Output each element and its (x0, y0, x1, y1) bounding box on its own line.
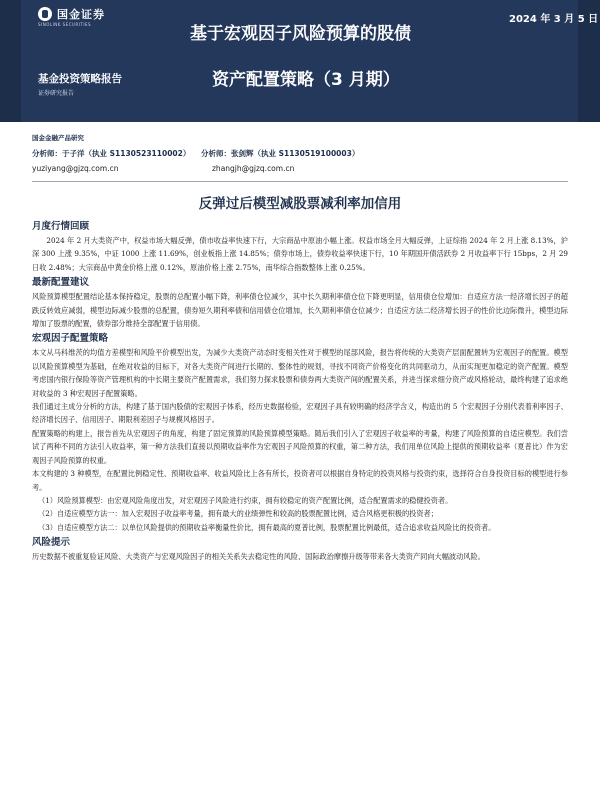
analyst-2: 分析师：张剑辉（执业 S1130519100003） (200, 149, 360, 158)
analyst-line (32, 148, 359, 159)
macro-strategy-paragraph: 本文从马科维茨的均值方差模型和风险平价模型出发，为减少大类资产动态时变相关性对于模型的尾部风险，报告将传统的大类资产层面配置转为宏观因子的配置。模型以风险预算模型为基础，在绝对收益的目标下，对各大类资产间进行长期的、整体性的规划，寻找不同资产价格变化的共同驱动力，从而实现更加稳定的资产配置。模型考虑国内银行保险等资产管理机构的中长期主要资产配置需求，我们努力探求股票和债券两大类资产间的配置关系，并进当探求细分资产或风格轮动，最终构建了追求绝对收益的 3 种宏观因子配置策略。 (32, 348, 568, 398)
logo-mark-icon (38, 7, 52, 21)
report-headline: 反弹过后模型减股票减利率加信用 (198, 196, 402, 212)
report-type: 基金投资策略报告 (38, 73, 122, 85)
report-title-line2: 资产配置策略（3 月期） (212, 70, 400, 90)
latest-allocation-text: 风险预算模型配置结论基本保持稳定，股票的总配置小幅下降，利率债仓位减少，其中长久期利率债仓位下降更明显，信用债仓位增加：自适应方法一经济增长因子的超跌反转效应减弱，模型边际减少股票的总配置，债券短久期利率债和信用债仓位增加，长久期利率债仓位减少；自适应方法二经济增长因子的性价比边际微升，模型边际增加了股票的配置，债券部分维持全部配置于信用债。 (32, 292, 568, 329)
report-subtype: 证券研究报告 (38, 90, 75, 97)
analyst-2-email: zhangjh@gjzq.com.cn (212, 164, 295, 173)
report-date: 2024 年 3 月 5 日 (509, 14, 599, 25)
analyst-1-email: yuziyang@gjzq.com.cn (32, 164, 119, 173)
monthly-review-text: 2024 年 2 月大类资产中，权益市场大幅反弹，债市收益率快速下行，大宗商品中原油小幅上涨。权益市场全月大幅反弹，上证综指 2024 年 2 月上涨 8.13%，沪深 300 上涨 9.35%，中证 1000 上涨 11.69%，创业板指上涨 14.85%；债券市场上，债券收益率快速下行，10 年期国开债活跃券 2 月收益率下行 15bps，2 月 29 日收 2.48%；大宗商品中黄金价格上涨 0.12%，原油价格上涨 2.75%，南华综合指数整体上涨 0.25%。 (32, 236, 568, 272)
divider (32, 181, 568, 182)
report-title-line1: 基于宏观因子风险预算的股债 (190, 24, 411, 44)
risk-warning-text: 历史数据不被重复验证风险、大类资产与宏观风险因子的相关关系失去稳定性的风险、国际政治摩擦升级等带来各大类资产同向大幅波动风险。 (32, 552, 485, 562)
section-heading-latest-allocation: 最新配置建议 (32, 277, 90, 289)
logo-subtext: SINOLINK SECURITIES (38, 22, 92, 27)
macro-strategy-paragraph: 本文构建的 3 种模型，在配置比例稳定性、预期收益率、收益风险比上各有所长，投资者可以根据自身特定的投资风格与投资约束，选择符合自身投资目标的模型进行参考。 (32, 469, 568, 492)
model-list-item: （2）自适应模型方法一：加入宏观因子收益率考量，拥有最大的业绩弹性和较高的股票配置比例，适合风格更积极的投资者； (38, 509, 438, 519)
model-list-item: （3）自适应模型方法二：以单位风险提供的预期收益率衡量性价比，拥有最高的夏普比例，股票配置比例最低，适合追求收益风险比的投资者。 (38, 522, 496, 532)
macro-strategy-paragraph: 我们通过主成分分析的方法，构建了基于国内股债的宏观因子体系，经历史数据检验，宏观因子具有较明确的经济学含义，构造出的 5 个宏观因子分别代表着利率因子、经济增长因子、信用因子、期限利差因子与规模风格因子。 (32, 402, 568, 425)
research-org: 国金金融产品研究 (32, 134, 84, 142)
brand-logo (38, 6, 105, 22)
report-header (0, 0, 600, 122)
section-heading-risk-warning: 风险提示 (32, 537, 71, 549)
email-line (32, 164, 572, 173)
logo-text: 国金证券 (57, 8, 105, 21)
analyst-1: 分析师：于子洋（执业 S1130523110002） (32, 149, 191, 158)
section-heading-macro-strategy: 宏观因子配置策略 (32, 333, 109, 345)
model-list-item: （1）风险预算模型：由宏观风险角度出发，对宏观因子风险进行约束，拥有较稳定的资产配置比例，适合配置需求的稳健投资者。 (38, 495, 453, 505)
macro-strategy-paragraph: 配置策略的构建上，报告首先从宏观因子的角度，构建了固定预算的风险预算模型策略。随后我们引入了宏观因子收益率的考量，构建了风险预算的自适应模型。我们尝试了两种不同的方法引入收益率，第一种方法我们直接以预期收益率作为宏观因子风险预算的权重，第二种方法，我们用单位风险上提供的预期收益率（夏普比）作为宏观因子风险预算的权重。 (32, 428, 568, 465)
section-heading-monthly-review: 月度行情回顾 (32, 221, 90, 232)
report-body (32, 218, 568, 564)
